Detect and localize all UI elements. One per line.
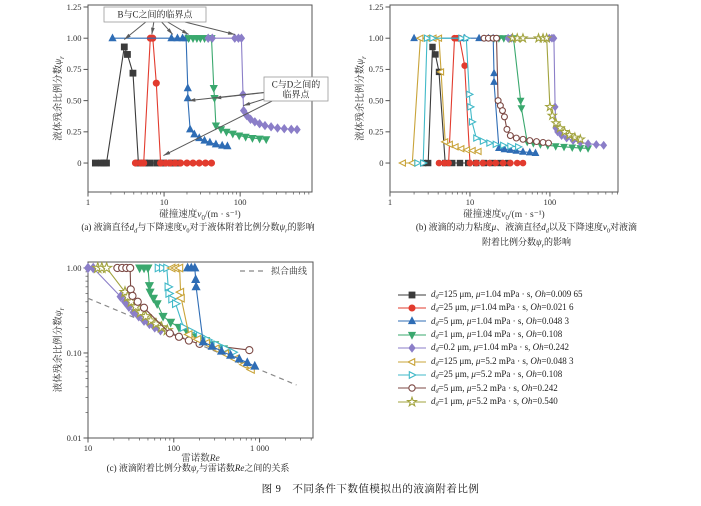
caption-a: (a) 液滴直径$d_d$与下降速度$v_0$对于液体附着比例分数$\psi_r$的影响 bbox=[81, 222, 315, 235]
svg-text:C与D之间的: C与D之间的 bbox=[271, 79, 321, 90]
x-axis-label: 雷诺数Re bbox=[181, 454, 220, 464]
legend-marker-tri-down-icon bbox=[397, 329, 427, 341]
x-axis-label: 碰撞速度$v_0/(m \cdot s^{-1})$ bbox=[159, 210, 241, 222]
series-d02-mu104 bbox=[505, 34, 606, 149]
legend-item-d25-mu104 bbox=[397, 301, 583, 314]
legend-marker-tri-up-icon bbox=[397, 315, 427, 327]
y-axis-label: 液体残余比例分数$\psi_r$ bbox=[356, 56, 368, 141]
legend-item-label: dd=125 μm, μ=5.2 mPa · s, Oh=0.048 3 bbox=[431, 355, 574, 368]
legend-marker-tri-left-icon bbox=[397, 356, 427, 368]
legend-marker-star-icon bbox=[397, 396, 427, 408]
svg-text:0: 0 bbox=[379, 157, 384, 168]
legend-item-d25-mu52 bbox=[397, 368, 583, 381]
svg-text:1.25: 1.25 bbox=[66, 1, 82, 12]
svg-text:0.75: 0.75 bbox=[368, 64, 384, 75]
caption-b bbox=[352, 222, 701, 252]
svg-text:0.01: 0.01 bbox=[66, 432, 82, 443]
x-axis-label: 碰撞速度$v_0/(m \cdot s^{-1})$ bbox=[463, 210, 545, 222]
legend-marker-tri-right-icon bbox=[397, 369, 427, 381]
svg-text:100: 100 bbox=[233, 197, 247, 207]
legend-item-d1-mu52 bbox=[397, 395, 583, 408]
svg-text:1: 1 bbox=[85, 197, 91, 207]
legend-item-label: dd=1 μm, μ=1.04 mPa · s, Oh=0.108 bbox=[431, 329, 563, 341]
legend bbox=[397, 288, 583, 409]
legend-item-label: dd=1 μm, μ=5.2 mPa · s, Oh=0.540 bbox=[431, 396, 558, 408]
svg-text:1 000: 1 000 bbox=[249, 443, 270, 453]
svg-text:1.00: 1.00 bbox=[66, 33, 82, 44]
svg-text:10: 10 bbox=[159, 197, 169, 207]
legend-item-d02-mu104 bbox=[397, 342, 583, 355]
legend-item-d5-mu52 bbox=[397, 382, 583, 395]
legend-item-d1-mu104 bbox=[397, 328, 583, 341]
svg-text:0.50: 0.50 bbox=[66, 95, 82, 106]
series-d1-mu104 bbox=[185, 36, 270, 144]
svg-text:100: 100 bbox=[167, 443, 181, 453]
svg-text:0.50: 0.50 bbox=[368, 95, 384, 106]
series-d5-mu52 bbox=[481, 35, 551, 146]
legend-item-label: dd=25 μm, μ=5.2 mPa · s, Oh=0.108 bbox=[431, 369, 563, 381]
series-d1-mu104 bbox=[491, 36, 591, 152]
legend-item-d125-mu104 bbox=[397, 288, 583, 301]
legend-marker-circle-icon bbox=[397, 382, 427, 394]
legend-item-label: dd=25 μm, μ=1.04 mPa · s, Oh=0.021 6 bbox=[431, 302, 574, 314]
svg-text:B与C之间的临界点: B与C之间的临界点 bbox=[117, 9, 193, 20]
y-axis bbox=[369, 2, 390, 168]
svg-text:1: 1 bbox=[387, 197, 393, 207]
y-axis bbox=[67, 263, 88, 443]
series-d125-mu104 bbox=[92, 44, 180, 166]
svg-text:1.25: 1.25 bbox=[368, 1, 384, 12]
legend-marker-diamond-icon bbox=[397, 342, 427, 354]
x-axis bbox=[84, 438, 311, 453]
legend-item-label: dd=0.2 μm, μ=1.04 mPa · s, Oh=0.242 bbox=[431, 342, 569, 355]
svg-text:10: 10 bbox=[83, 443, 93, 453]
svg-text:0.25: 0.25 bbox=[66, 126, 82, 137]
annotation-bc-critical-point bbox=[104, 7, 235, 40]
chart-a-body bbox=[52, 2, 328, 222]
svg-text:10: 10 bbox=[465, 197, 475, 207]
legend-item-d125-mu52 bbox=[397, 355, 583, 368]
x-axis bbox=[86, 192, 309, 207]
caption-b-line1: (b) 液滴的动力粘度μ、液滴直径$d_d$以及下降速度$v_0$对液滴 bbox=[415, 222, 638, 235]
plot-c bbox=[40, 252, 360, 467]
svg-text:临界点: 临界点 bbox=[282, 89, 310, 100]
figure-title: 图 9 不同条件下数值模拟出的液滴附着比例 bbox=[261, 484, 480, 495]
plot-b bbox=[348, 0, 701, 224]
legend-item-label: dd=5 μm, μ=1.04 mPa · s, Oh=0.048 3 bbox=[431, 315, 569, 328]
legend-item-label: dd=125 μm, μ=1.04 mPa · s, Oh=0.009 65 bbox=[431, 288, 583, 301]
svg-text:0: 0 bbox=[77, 157, 82, 168]
legend-marker-circle-icon bbox=[397, 302, 427, 314]
y-axis-label: 液体残余比例分数$\psi_r$ bbox=[54, 56, 66, 141]
plot-a bbox=[40, 0, 360, 224]
fit-line-label: 拟合曲线 bbox=[271, 266, 308, 276]
svg-text:0.75: 0.75 bbox=[66, 64, 82, 75]
svg-text:100: 100 bbox=[543, 197, 557, 207]
chart-c-body bbox=[52, 262, 313, 464]
y-axis bbox=[67, 2, 88, 168]
legend-marker-square-icon bbox=[397, 289, 427, 301]
svg-text:1.00: 1.00 bbox=[368, 33, 384, 44]
svg-text:0.25: 0.25 bbox=[368, 126, 384, 137]
svg-text:0.10: 0.10 bbox=[66, 347, 82, 358]
legend-item-d5-mu104 bbox=[397, 315, 583, 328]
svg-text:1.00: 1.00 bbox=[66, 262, 82, 273]
chart-b-body bbox=[354, 2, 618, 222]
caption-c: (c) 液滴附着比例分数$\psi_r$与雷诺数Re之间的关系 bbox=[106, 463, 290, 476]
caption-b-line2: 附着比例分数$\psi_r$的影响 bbox=[481, 237, 572, 250]
y-axis-label: 液体残余比例分数$\psi_r$ bbox=[54, 307, 66, 393]
legend-item-label: dd=5 μm, μ=5.2 mPa · s, Oh=0.242 bbox=[431, 382, 558, 395]
x-axis bbox=[388, 192, 618, 207]
series-d25-mu104 bbox=[132, 35, 214, 166]
